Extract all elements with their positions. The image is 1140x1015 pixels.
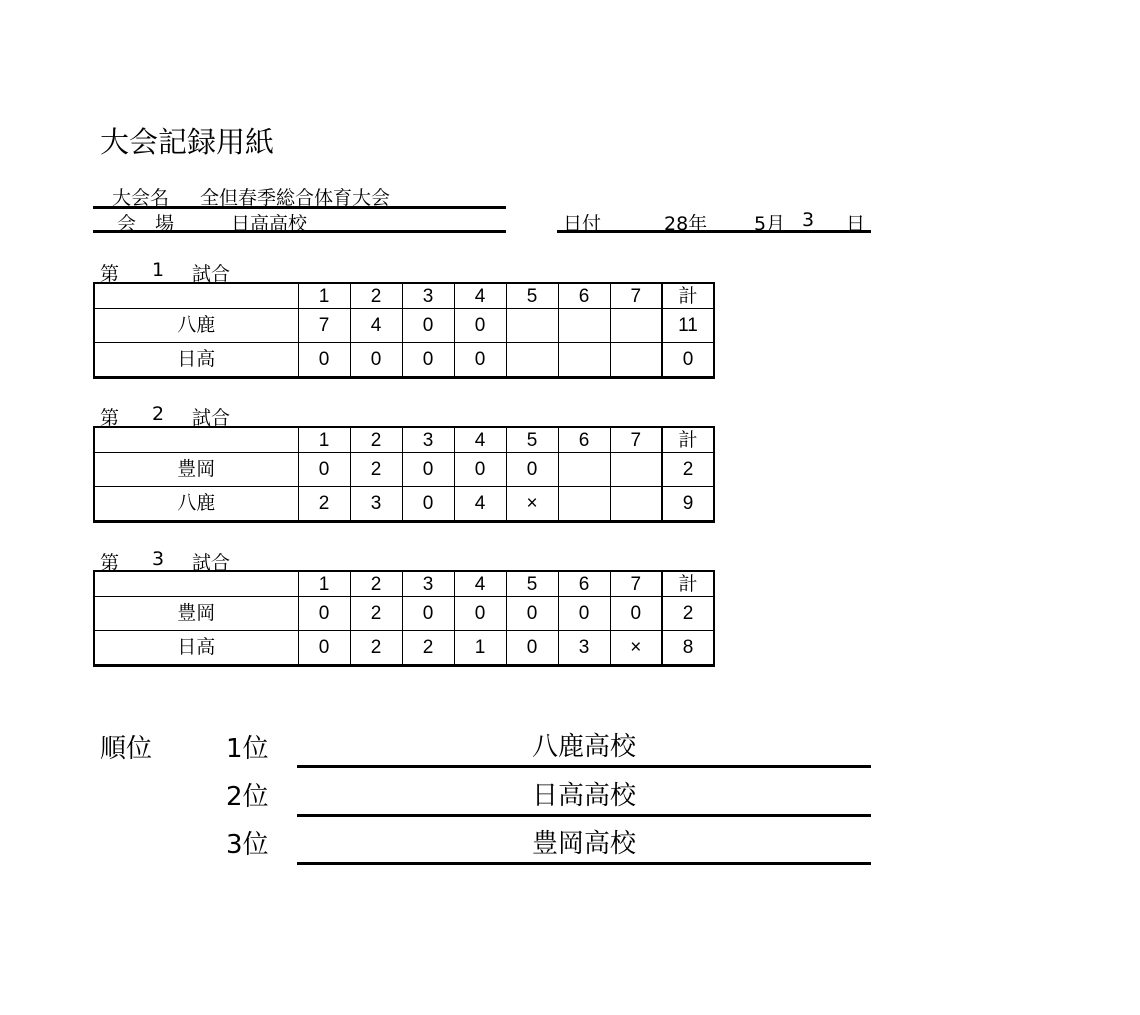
team-name-cell: 日高 — [94, 343, 298, 378]
header-inning-cell: 4 — [454, 571, 506, 597]
total-cell: 2 — [662, 453, 714, 487]
score-cell: 0 — [402, 597, 454, 631]
game-3-label: 第 3 試合 — [100, 548, 231, 574]
table-header-row — [94, 571, 714, 597]
rank-place-1: 1位 — [226, 734, 269, 764]
table-row — [94, 597, 714, 631]
header-inning-cell: 5 — [506, 571, 558, 597]
rank-3-underline — [297, 862, 871, 865]
header-inning-cell: 3 — [402, 283, 454, 309]
score-cell — [558, 487, 610, 522]
header-team-cell — [94, 427, 298, 453]
header-inning-cell: 1 — [298, 571, 350, 597]
score-cell: 0 — [298, 597, 350, 631]
rank-school-2: 日高高校 — [531, 781, 636, 811]
total-cell: 8 — [662, 631, 714, 666]
header-inning-cell: 7 — [610, 427, 662, 453]
meet-name-label: 大会名 — [112, 187, 170, 209]
score-cell: 0 — [298, 631, 350, 666]
venue-underline — [93, 230, 506, 233]
score-cell: 7 — [298, 309, 350, 343]
rank-1-underline — [297, 765, 871, 768]
date-month: 5月 — [754, 213, 786, 235]
total-cell: 2 — [662, 597, 714, 631]
header-team-cell — [94, 571, 298, 597]
score-cell: 1 — [454, 631, 506, 666]
header-inning-cell: 7 — [610, 283, 662, 309]
ranking-label: 順位 — [100, 734, 153, 764]
rank-place-3: 3位 — [226, 830, 269, 860]
score-cell: 0 — [506, 453, 558, 487]
score-cell: 2 — [402, 631, 454, 666]
game-1-label: 第 1 試合 — [100, 259, 231, 285]
score-cell: 3 — [350, 487, 402, 522]
score-cell: 0 — [454, 309, 506, 343]
score-cell: × — [506, 487, 558, 522]
score-cell: 0 — [454, 597, 506, 631]
header-inning-cell: 3 — [402, 427, 454, 453]
score-cell — [558, 453, 610, 487]
date-label: 日付 — [563, 213, 602, 235]
score-cell: 0 — [454, 343, 506, 378]
team-name-cell: 八鹿 — [94, 487, 298, 522]
score-cell — [610, 453, 662, 487]
score-cell: 0 — [506, 597, 558, 631]
table-row — [94, 343, 714, 378]
header-team-cell — [94, 283, 298, 309]
header-total-cell: 計 — [662, 571, 714, 597]
header-total-cell: 計 — [662, 427, 714, 453]
header-inning-cell: 6 — [558, 283, 610, 309]
page-title: 大会記録用紙 — [100, 125, 275, 159]
score-cell: 2 — [350, 453, 402, 487]
score-cell: 4 — [350, 309, 402, 343]
rank-school-3: 豊岡高校 — [531, 829, 636, 859]
header-inning-cell: 5 — [506, 427, 558, 453]
score-cell: 2 — [350, 631, 402, 666]
score-cell: 0 — [402, 487, 454, 522]
header-inning-cell: 3 — [402, 571, 454, 597]
total-cell: 9 — [662, 487, 714, 522]
header-inning-cell: 4 — [454, 427, 506, 453]
venue-value: 日高高校 — [231, 213, 308, 235]
total-cell: 11 — [662, 309, 714, 343]
table-row — [94, 453, 714, 487]
score-cell: 0 — [402, 309, 454, 343]
game-2-label: 第 2 試合 — [100, 403, 231, 429]
score-cell: 2 — [298, 487, 350, 522]
score-cell — [610, 309, 662, 343]
score-cell: × — [610, 631, 662, 666]
score-cell — [558, 309, 610, 343]
header-inning-cell: 6 — [558, 427, 610, 453]
score-cell — [558, 343, 610, 378]
date-day-number: 3 — [802, 209, 815, 231]
rank-place-2: 2位 — [226, 782, 269, 812]
header-inning-cell: 1 — [298, 427, 350, 453]
rank-2-underline — [297, 814, 871, 817]
total-cell: 0 — [662, 343, 714, 378]
table-header-row — [94, 283, 714, 309]
table-header-row — [94, 427, 714, 453]
venue-label: 会 場 — [117, 213, 175, 235]
score-cell — [610, 343, 662, 378]
header-inning-cell: 1 — [298, 283, 350, 309]
date-underline — [557, 230, 871, 233]
score-cell — [506, 309, 558, 343]
score-cell: 0 — [298, 343, 350, 378]
score-cell — [610, 487, 662, 522]
team-name-cell: 豊岡 — [94, 597, 298, 631]
header-inning-cell: 6 — [558, 571, 610, 597]
team-name-cell: 八鹿 — [94, 309, 298, 343]
date-day-char: 日 — [846, 213, 866, 235]
header-inning-cell: 4 — [454, 283, 506, 309]
date-year: 28年 — [664, 213, 708, 235]
meet-name-value: 全但春季総合体育大会 — [200, 187, 391, 209]
score-cell: 0 — [610, 597, 662, 631]
score-cell: 0 — [402, 343, 454, 378]
header-inning-cell: 2 — [350, 571, 402, 597]
team-name-cell: 日高 — [94, 631, 298, 666]
score-cell: 0 — [506, 631, 558, 666]
score-cell: 0 — [402, 453, 454, 487]
score-cell: 4 — [454, 487, 506, 522]
score-cell: 2 — [350, 597, 402, 631]
table-row — [94, 487, 714, 522]
game-3-score-table — [93, 570, 715, 667]
header-inning-cell: 2 — [350, 427, 402, 453]
table-row — [94, 309, 714, 343]
score-cell: 0 — [350, 343, 402, 378]
header-inning-cell: 7 — [610, 571, 662, 597]
score-cell: 0 — [298, 453, 350, 487]
header-inning-cell: 2 — [350, 283, 402, 309]
header-total-cell: 計 — [662, 283, 714, 309]
team-name-cell: 豊岡 — [94, 453, 298, 487]
table-row — [94, 631, 714, 666]
game-2-score-table — [93, 426, 715, 523]
rank-school-1: 八鹿高校 — [531, 732, 636, 762]
score-cell — [506, 343, 558, 378]
header-inning-cell: 5 — [506, 283, 558, 309]
score-cell: 3 — [558, 631, 610, 666]
score-cell: 0 — [454, 453, 506, 487]
game-1-score-table — [93, 282, 715, 379]
score-cell: 0 — [558, 597, 610, 631]
